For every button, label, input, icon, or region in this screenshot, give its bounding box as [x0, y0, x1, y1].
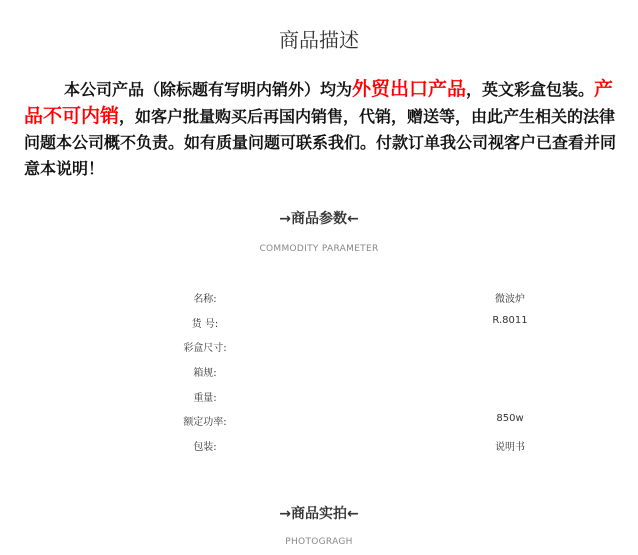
param-label: 包装: — [193, 442, 217, 454]
param-value: 说明书 — [495, 442, 525, 454]
notice-text — [24, 76, 616, 182]
param-label: 额定功率: — [183, 417, 227, 429]
param-row-packaging — [0, 435, 638, 460]
photos-subtitle: PHOTOGRAGH — [285, 537, 353, 547]
notice-highlight-no-domestic: 产品不可内销 — [24, 78, 614, 127]
notice-highlight-export: 外贸出口产品 — [352, 78, 467, 100]
param-value: R.8011 — [492, 314, 528, 326]
description-title: 商品描述 — [279, 28, 359, 52]
param-label: 名称: — [193, 294, 217, 305]
param-value: 微波炉 — [495, 294, 525, 305]
param-value: 850w — [496, 413, 524, 425]
param-row-name — [0, 287, 638, 312]
param-row-box-size — [0, 336, 638, 361]
param-label: 箱规: — [193, 368, 217, 380]
param-label: 货 号: — [191, 318, 219, 330]
parameters-subtitle: COMMODITY PARAMETER — [259, 244, 379, 254]
param-row-weight — [0, 386, 638, 411]
param-row-power — [0, 410, 638, 435]
notice-part-1: 本公司产品（除标题有写明内销外）均为 — [64, 80, 353, 99]
notice-part-3: ，如客户批量购买后再国内销售，代销，赠送等，由此产生相关的法律问题本公司概不负责。如有质量问题可联系我们。付款订单我公司视客户已查看并同意本说明！ — [24, 107, 617, 178]
param-row-carton — [0, 361, 638, 386]
notice-part-2: ，英文彩盒包装。 — [466, 80, 595, 99]
param-row-item-number — [0, 312, 638, 337]
parameters-title: →商品参数← — [279, 211, 359, 227]
photos-title: →商品实拍← — [279, 506, 359, 522]
param-label: 重量: — [193, 392, 217, 404]
parameters-table — [0, 287, 638, 460]
param-label: 彩盒尺寸: — [183, 343, 227, 355]
